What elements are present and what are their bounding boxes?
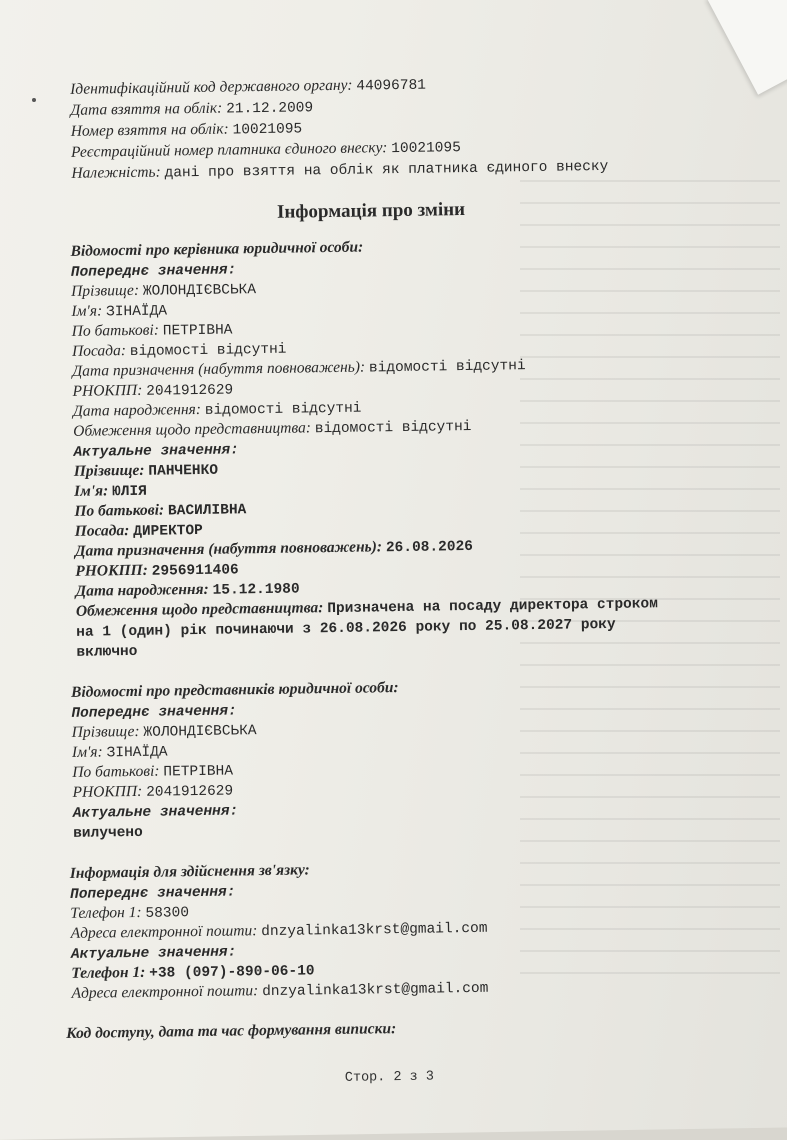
head-previous-label: Попереднє значення: [70, 262, 237, 281]
head-cur-rnokpp: РНОКПП: 2956911406 [75, 561, 239, 580]
contact-cur-phone: Телефон 1: +38 (097)-890-06-10 [71, 963, 315, 982]
head-cur-limits: Обмеження щодо представництва: Призначена на посаду директора строком [75, 596, 659, 620]
head-prev-patronymic: По батькові: ПЕТРІВНА [71, 321, 233, 340]
head-cur-birth: Дата народження: 15.12.1980 [75, 580, 300, 600]
head-prev-name: Ім'я: ЗІНАЇДА [71, 302, 168, 321]
head-cur-name: Ім'я: ЮЛІЯ [73, 482, 148, 501]
contact-section-title: Інформація для здійснення зв'язку: [69, 861, 310, 882]
head-prev-limits: Обмеження щодо представництва: відомості відсутні [73, 418, 472, 440]
head-prev-position: Посада: відомості відсутні [71, 341, 287, 360]
head-section-title: Відомості про керівника юридичної особи: [70, 238, 364, 260]
contact-previous-label: Попереднє значення: [69, 884, 236, 903]
reps-prev-name: Ім'я: ЗІНАЇДА [71, 743, 168, 762]
header-payer-number: Реєстраційний номер платника єдиного внеску: 10021095 [70, 139, 462, 161]
contact-current-label: Актуальне значення: [70, 944, 237, 963]
head-cur-appoint: Дата призначення (набуття повноважень): 26.08.2026 [74, 538, 474, 560]
contact-prev-email: Адреса електронної пошти: dnzyalinka13krst@gmail.com [70, 920, 488, 942]
head-prev-birth: Дата народження: відомості відсутні [72, 400, 362, 420]
access-code-label: Код доступу, дата та час формування виписки: [66, 1020, 397, 1043]
header-belonging: Належність: дані про взяття на облік як платника єдиного внеску [71, 158, 609, 182]
header-id-code: Ідентифікаційний код державного органу: 44096781 [70, 76, 427, 98]
reps-current-value: вилучено [73, 824, 143, 842]
reps-prev-surname: Прізвище: ЖОЛОНДІЄВСЬКА [71, 722, 257, 741]
head-cur-limits-line2: на 1 (один) рік починаючи з 26.08.2026 року по 25.08.2027 року [76, 616, 616, 641]
page-title: Інформація про зміни [276, 199, 466, 223]
reps-section-title: Відомості про представників юридичної особи: [70, 679, 399, 701]
head-prev-appoint: Дата призначення (набуття повноважень): відомості відсутні [72, 358, 526, 380]
head-current-label: Актуальне значення: [73, 442, 239, 461]
reps-current-label: Актуальне значення: [72, 803, 239, 822]
head-cur-surname: Прізвище: ПАНЧЕНКО [73, 461, 219, 480]
contact-cur-email: Адреса електронної пошти: dnzyalinka13krst@gmail.com [71, 980, 489, 1002]
reps-prev-patronymic: По батькові: ПЕТРІВНА [72, 762, 234, 781]
reps-prev-rnokpp: РНОКПП: 2041912629 [72, 782, 234, 801]
header-reg-number: Номер взяття на облік: 10021095 [70, 120, 303, 140]
reps-previous-label: Попереднє значення: [71, 703, 237, 722]
head-cur-position: Посада: ДИРЕКТОР [74, 522, 203, 540]
head-cur-patronymic: По батькові: ВАСИЛІВНА [74, 501, 247, 520]
header-reg-date: Дата взяття на облік: 21.12.2009 [70, 99, 314, 119]
head-cur-limits-line3: включно [76, 643, 138, 661]
head-prev-surname: Прізвище: ЖОЛОНДІЄВСЬКА [71, 281, 257, 300]
contact-prev-phone: Телефон 1: 58300 [70, 903, 190, 922]
head-prev-rnokpp: РНОКПП: 2041912629 [72, 381, 234, 400]
page-number: Стор. 2 з 3 [344, 1069, 435, 1086]
